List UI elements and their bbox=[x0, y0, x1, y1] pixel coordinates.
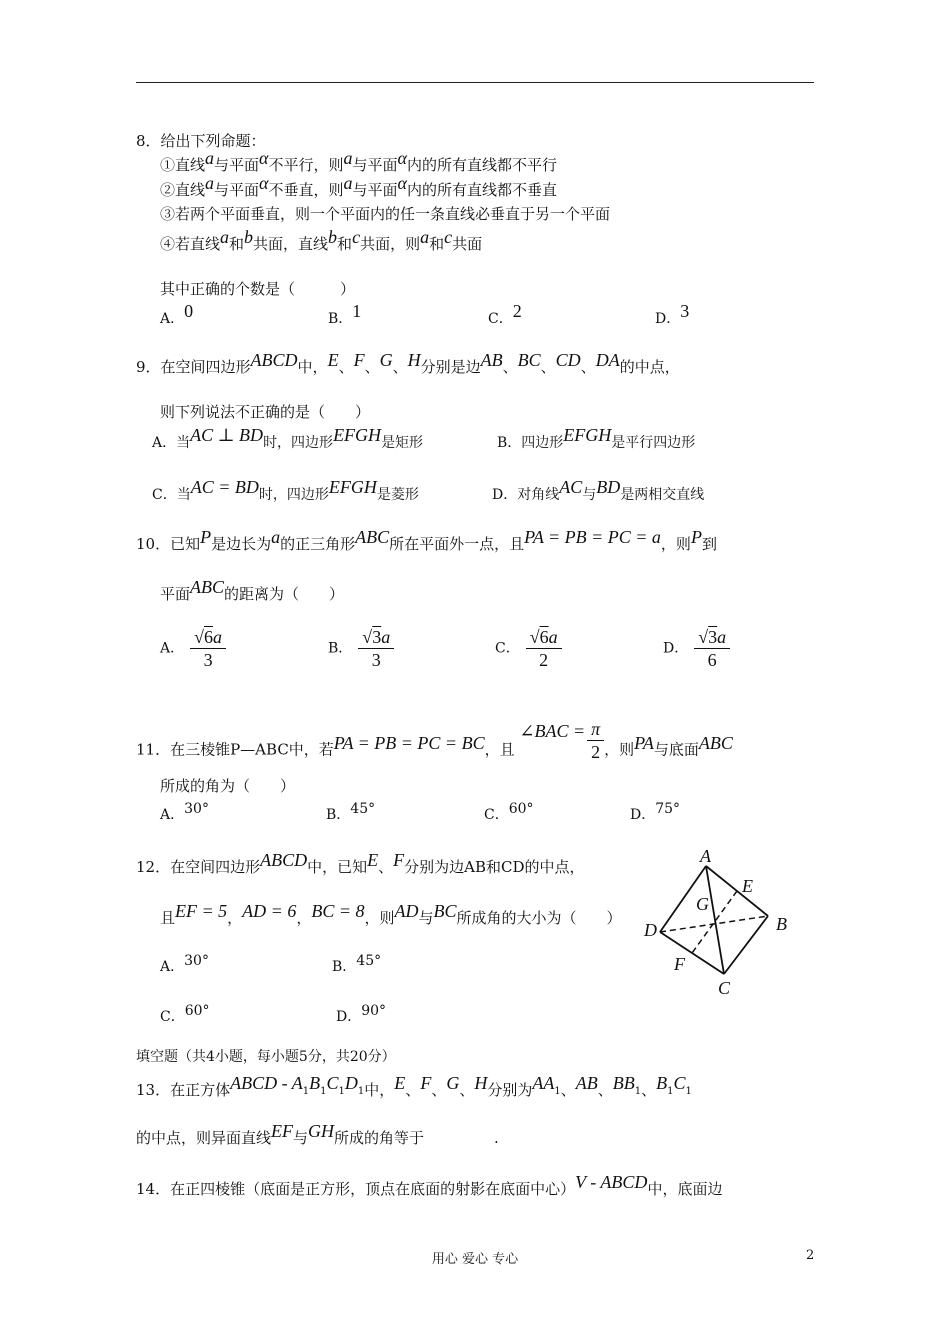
label-f: F bbox=[674, 954, 685, 974]
label-g: G bbox=[696, 894, 709, 914]
q8-question: 其中正确的个数是（ ） bbox=[160, 280, 356, 298]
q8-stem: 8．给出下列命题： bbox=[136, 132, 266, 150]
q9-option-a: A．当AC ⊥ BD时，四边形EFGH是矩形 bbox=[152, 425, 424, 451]
q8-statement-1: ①直线a与平面α不平行，则a与平面α内的所有直线都不平行 bbox=[160, 148, 557, 174]
edge-bc bbox=[724, 916, 768, 974]
tetrahedron-figure bbox=[636, 844, 796, 1000]
label-a: A bbox=[700, 846, 711, 866]
q8-statement-3: ③若两个平面垂直，则一个平面内的任一条直线必垂直于另一个平面 bbox=[160, 205, 611, 223]
q12-option-a: A．30° bbox=[160, 953, 209, 975]
edge-dc bbox=[660, 932, 724, 974]
q8-option-b: B．1 bbox=[328, 301, 362, 327]
q14-stem: 14．在正四棱锥（底面是正方形，顶点在底面的射影在底面中心）V - ABCD中，底面边 bbox=[136, 1172, 723, 1198]
q11-option-d: D．75° bbox=[630, 801, 681, 823]
q9-stem: 9．在空间四边形ABCD中，E、F、G、H分别是边AB、BC、CD、DA的中点， bbox=[136, 350, 680, 376]
q8-option-a: A．0 bbox=[160, 301, 194, 327]
q11-option-c: C．60° bbox=[484, 801, 534, 823]
q12-question: 且EF = 5，AD = 6，BC = 8，则AD与BC所成角的大小为（ ） bbox=[160, 901, 622, 927]
q12-stem: 12．在空间四边形ABCD中，已知E、F分别为边AB和CD的中点， bbox=[136, 850, 585, 876]
q9-question: 则下列说法不正确的是（ ） bbox=[160, 403, 371, 421]
label-d: D bbox=[644, 920, 657, 940]
q9-option-d: D．对角线AC与BD是两相交直线 bbox=[492, 477, 705, 503]
section-fill-in-blank: 填空题（共4小题，每小题5分，共20分） bbox=[136, 1049, 396, 1065]
q8-statement-2: ②直线a与平面α不垂直，则a与平面α内的所有直线都不垂直 bbox=[160, 173, 557, 199]
q12-option-c: C．60° bbox=[160, 1003, 210, 1025]
q13-question: 的中点，则异面直线EF与GH所成的角等于 . bbox=[136, 1121, 499, 1147]
q10-option-c: C． $\frac{√6a}{2}$ bbox=[495, 626, 562, 671]
q11-question: 所成的角为（ ） bbox=[160, 777, 296, 795]
q10-option-b: B． $\frac{√3a}{3}$ bbox=[328, 626, 394, 671]
q8-statement-4: ④若直线a和b共面，直线b和c共面，则a和c共面 bbox=[160, 227, 483, 253]
q10-option-a: A． $\frac{√6a}{3}$ bbox=[160, 626, 226, 671]
q12-option-d: D．90° bbox=[336, 1003, 387, 1025]
q11-stem: 11．在三棱锥P—ABC中，若PA = PB = PC = BC，且 ∠BAC = $\frac{\pi}{2}$ ，则PA与底面ABC bbox=[136, 719, 733, 762]
q11-option-b: B．45° bbox=[326, 801, 376, 823]
q8-option-c: C．2 bbox=[488, 301, 522, 327]
edge-ac bbox=[706, 866, 724, 974]
q9-option-c: C．当AC = BD时，四边形EFGH是菱形 bbox=[152, 477, 419, 503]
label-e: E bbox=[742, 876, 753, 896]
q10-option-d: D． $\frac{√3a}{6}$ bbox=[663, 626, 730, 671]
q12-option-b: B．45° bbox=[332, 953, 382, 975]
page-footer: 用心 爱心 专心 bbox=[431, 1252, 519, 1267]
q8-option-d: D．3 bbox=[655, 301, 690, 327]
page-number: 2 bbox=[806, 1248, 815, 1263]
q11-option-a: A．30° bbox=[160, 801, 209, 823]
label-b: B bbox=[776, 914, 787, 934]
q10-question: 平面ABC的距离为（ ） bbox=[160, 577, 345, 603]
label-c: C bbox=[718, 978, 731, 998]
header-rule bbox=[136, 82, 814, 83]
q10-stem: 10．已知P是边长为a的正三角形ABC所在平面外一点，且PA = PB = PC = a，则P到 bbox=[136, 527, 717, 553]
q9-option-b: B．四边形EFGH是平行四边形 bbox=[497, 425, 696, 451]
q13-stem: 13．在正方体ABCD - A1B1C1D1中，E、F、G、H分别为AA1、AB、BB1、B1C1 bbox=[136, 1073, 692, 1099]
